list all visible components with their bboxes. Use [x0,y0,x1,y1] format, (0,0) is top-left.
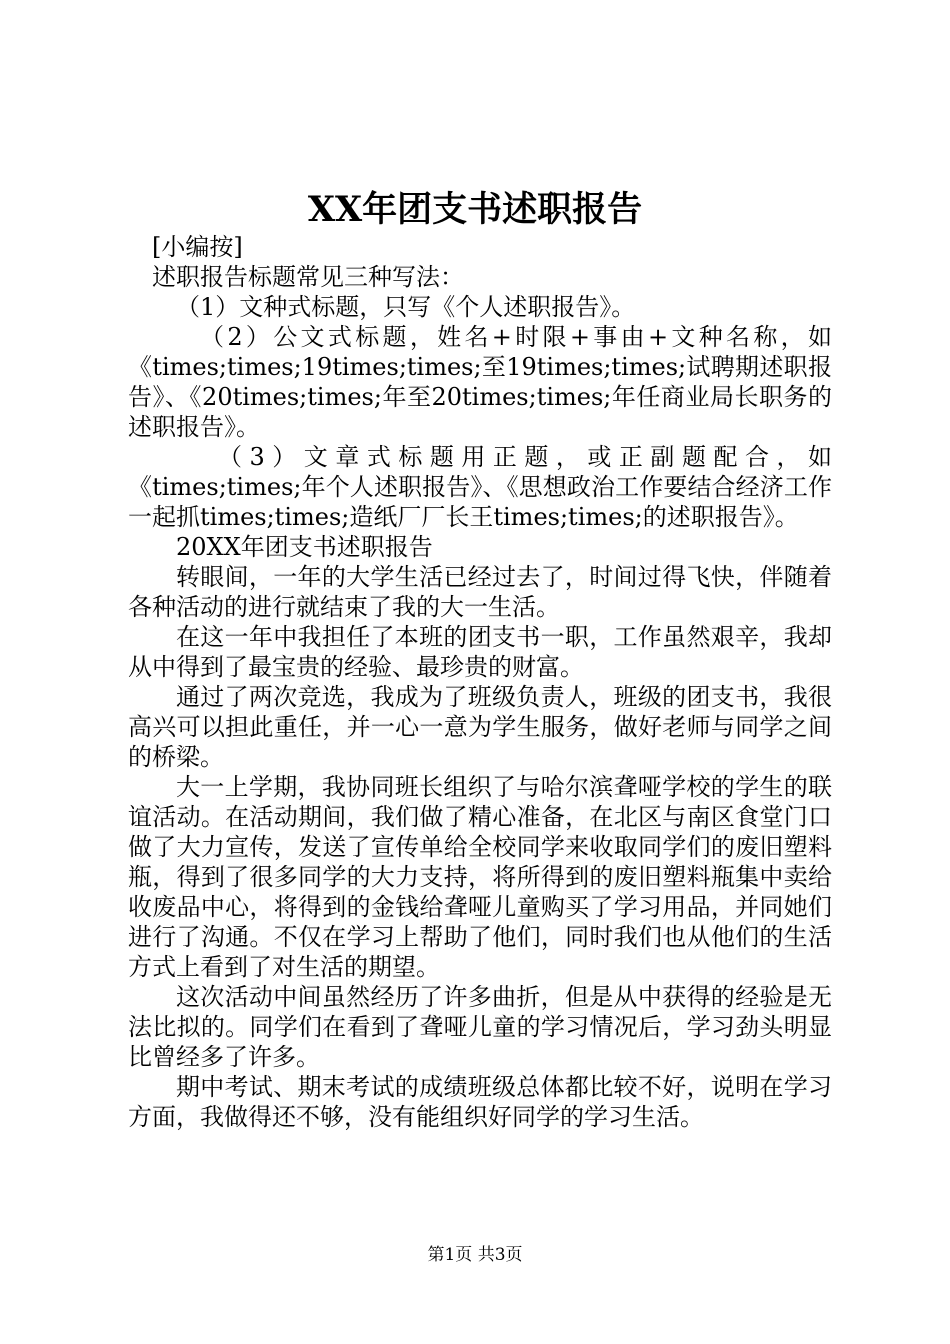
paragraph: （3）文章式标题用正题，或正副题配合，如《times;times;年个人述职报告》、《思想政治工作要结合经济工作一起抓times;times;造纸厂厂长王times;times;的述职报告》。 [128,443,832,531]
paragraph: 转眼间，一年的大学生活已经过去了，时间过得飞快，伴随着各种活动的进行就结束了我的大一生活。 [128,563,832,621]
paragraph: 这次活动中间虽然经历了许多曲折，但是从中获得的经验是无法比拟的。同学们在看到了聋哑儿童的学习情况后，学习劲头明显比曾经多了许多。 [128,983,832,1071]
editor-note: [小编按] [152,233,243,261]
paragraph: 通过了两次竞选，我成为了班级负责人，班级的团支书，我很高兴可以担此重任，并一心一意为学生服务，做好老师与同学之间的桥梁。 [128,683,832,771]
section-heading: 20XX年团支书述职报告 [176,533,433,561]
paragraph: 述职报告标题常见三种写法： [152,263,464,291]
paragraph: （2）公文式标题，姓名+时限+事由+文种名称，如《times;times;19times;times;至19times;times;试聘期述职报告》、《20times;times;年至20times;times;年任商业局长职务的述职报告》。 [128,323,832,441]
document-body [128,232,832,1132]
paragraph: 在这一年中我担任了本班的团支书一职，工作虽然艰辛，我却从中得到了最宝贵的经验、最珍贵的财富。 [128,623,832,681]
document-title: XX年团支书述职报告 [307,189,643,230]
paragraph: 大一上学期，我协同班长组织了与哈尔滨聋哑学校的学生的联谊活动。在活动期间，我们做了精心准备，在北区与南区食堂门口做了大力宣传，发送了宣传单给全校同学来收取同学们的废旧塑料瓶，得到了很多同学的大力支持，将所得到的废旧塑料瓶集中卖给收废品中心，将得到的金钱给聋哑儿童购买了学习用品，并同她们进行了沟通。不仅在学习上帮助了他们，同时我们也从他们的生活方式上看到了对生活的期望。 [128,773,832,981]
paragraph: 期中考试、期末考试的成绩班级总体都比较不好，说明在学习方面，我做得还不够，没有能组织好同学的学习生活。 [128,1073,832,1131]
paragraph: （1）文种式标题，只写《个人述职报告》。 [176,293,636,321]
page-footer: 第1页 共3页 [427,1245,523,1265]
